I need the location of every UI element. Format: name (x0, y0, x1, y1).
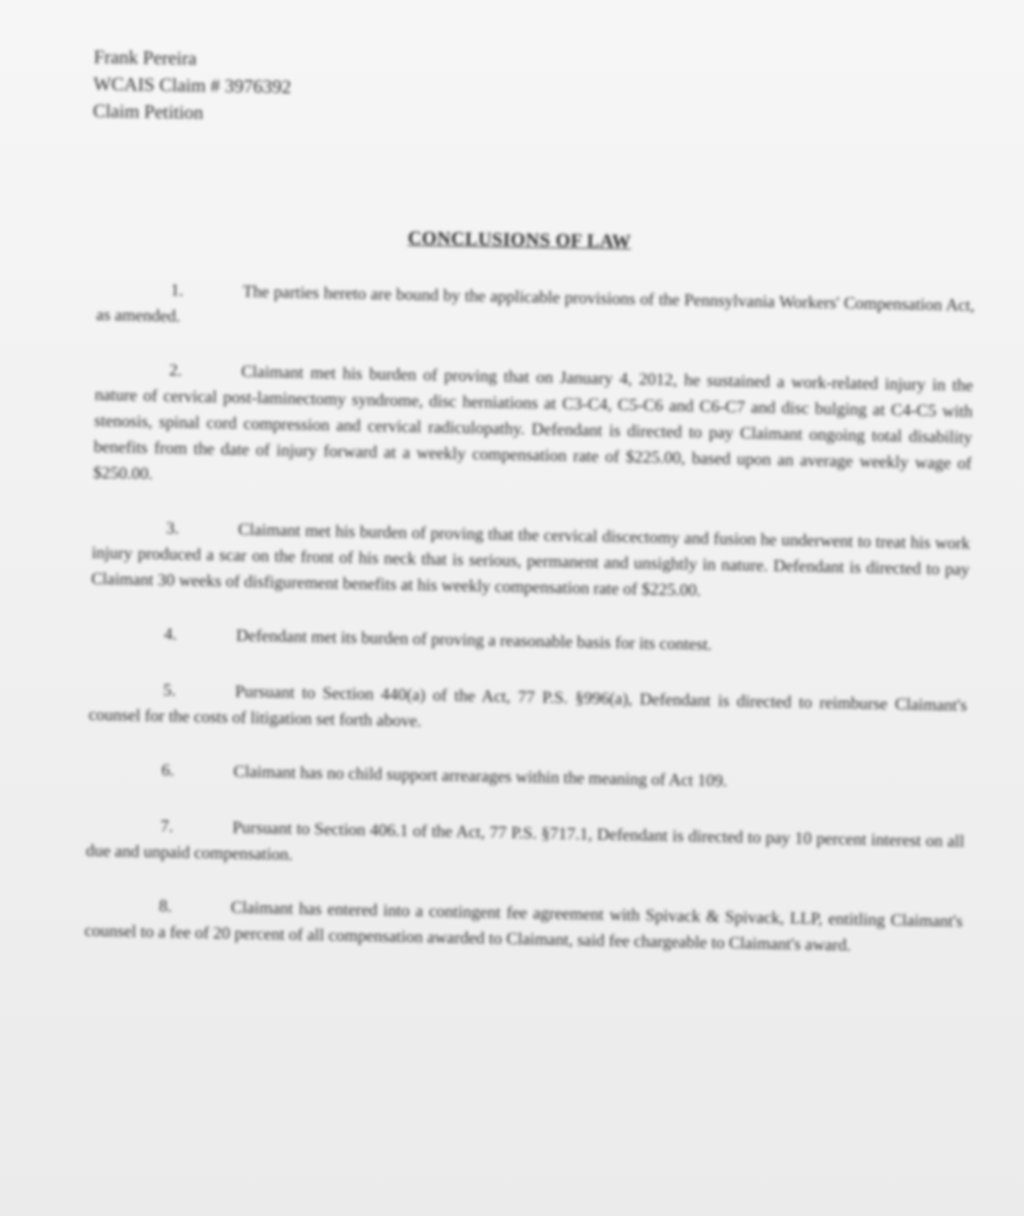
conclusion-paragraph (86, 812, 965, 881)
paragraph-number: 3. (165, 518, 180, 538)
paragraph-text: Claimant met his burden of proving that the cervical discectomy and fusion he underwent to treat his work injury produced a scar on the front of his neck that is serious, permanent and unsightly in nature. Defendant is directed to pay Claimant 30 weeks of disfigurement benefits at his weekly compensation rate of $225.00. (91, 519, 971, 600)
conclusion-paragraph (91, 514, 970, 609)
paragraph-number: 2. (169, 360, 183, 380)
conclusions-list (84, 276, 975, 989)
paragraph-text: Claimant has entered into a contingent fee agreement with Spivack & Spivack, LLP, entitling Claimant's counsel to a fee of 20 percent of all compensation awarded to Claimant, said fee chargeable to Claimant's award. (84, 897, 963, 955)
conclusion-paragraph (93, 356, 973, 503)
paragraph-number: 8. (158, 896, 172, 916)
paragraph-text: Defendant met its burden of proving a reasonable basis for its contest. (235, 625, 713, 654)
paragraph-text: Claimant met his burden of proving that on January 4, 2012, he sustained a work-related injury in the nature of cervical post-laminectomy syndrome, disc herniations at C3-C4, C5-C6 and C6-C7 and disc bulging at C4-C5 with stenosis, spinal cord compression and cervical radiculopathy. Defendant is directed to pay Claimant ongoing total disability benefits from the date of injury forward at a weekly compensation rate of $225.00, based upon an average weekly wage of $250.00. (93, 361, 974, 484)
case-header (93, 44, 292, 128)
claimant-name: Frank Pereira (93, 46, 197, 70)
paragraph-number: 6. (161, 760, 175, 780)
conclusion-paragraph (96, 276, 975, 345)
paragraph-text: Claimant has no child support arrearages within the meaning of Act 109. (233, 761, 728, 791)
claim-number: WCAIS Claim # 3976392 (93, 73, 292, 99)
paragraph-number: 5. (162, 680, 176, 700)
petition-type: Claim Petition (92, 100, 204, 124)
paragraph-text: Pursuant to Section 406.1 of the Act, 77 P.S. §717.1, Defendant is directed to pay 10 percent interest on all due and unpaid compensation. (85, 817, 965, 864)
section-title: CONCLUSIONS OF LAW (407, 228, 632, 253)
paragraph-number: 7. (160, 816, 174, 836)
paragraph-number: 1. (170, 280, 184, 300)
paragraph-text: The parties hereto are bound by the applicable provisions of the Pennsylvania Workers' Compensation Act, as amended. (96, 281, 975, 326)
conclusion-paragraph (87, 756, 965, 799)
conclusion-paragraph (90, 620, 968, 663)
conclusion-paragraph (84, 892, 963, 961)
conclusion-paragraph (88, 676, 967, 745)
paragraph-number: 4. (163, 624, 178, 644)
paragraph-text: Pursuant to Section 440(a) of the Act, 77 P.S. §996(a), Defendant is directed to reimburse Claimant's counsel for the costs of litigation set forth above. (88, 681, 968, 731)
